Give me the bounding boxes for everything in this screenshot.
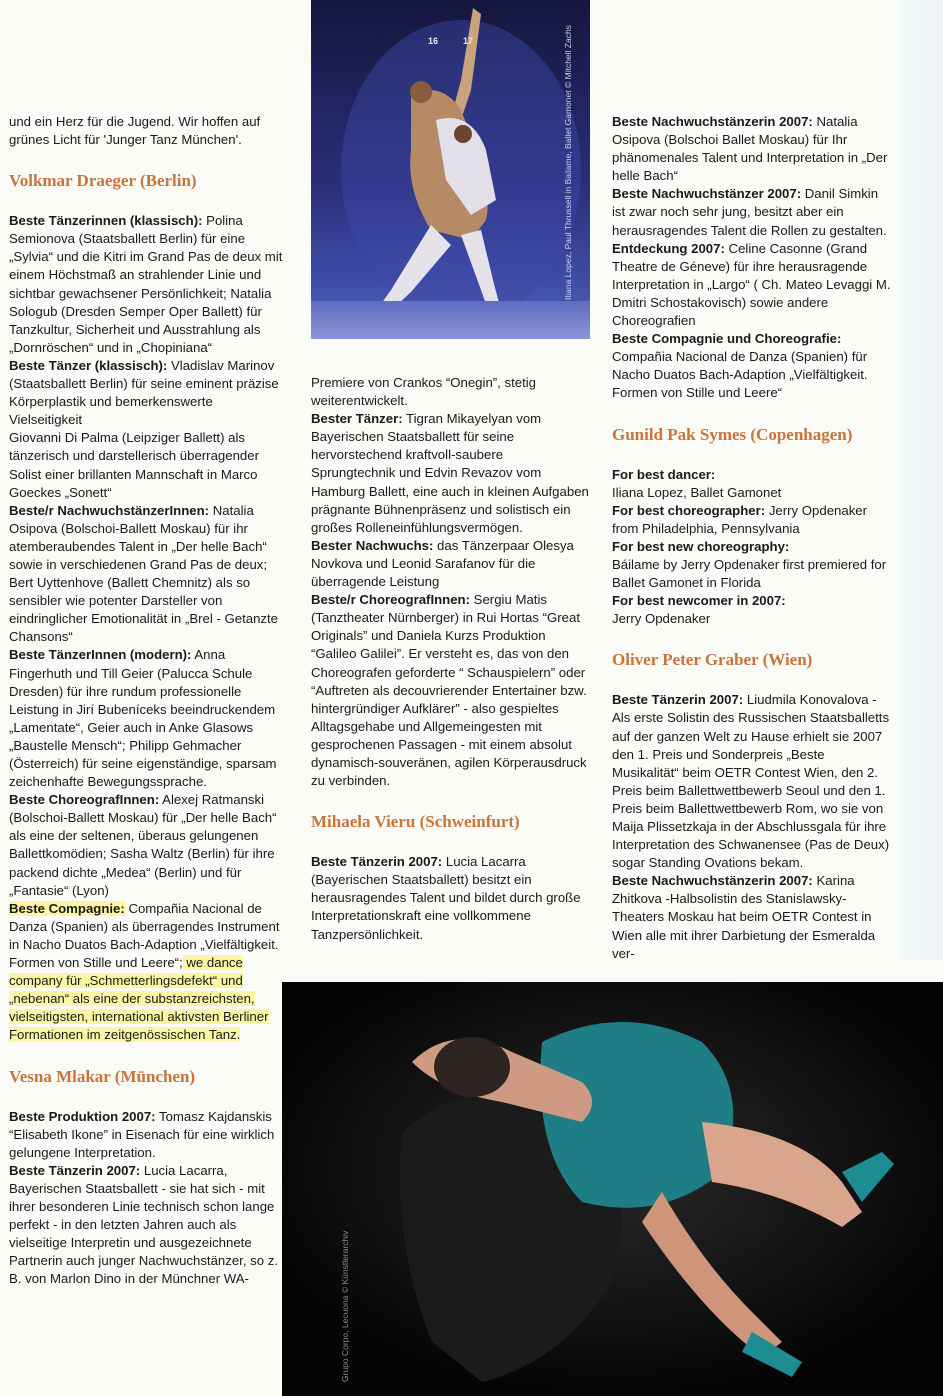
entry [612, 502, 892, 538]
page-number-right: 17 [463, 36, 474, 46]
right-text-column [612, 113, 892, 963]
entry-label: Beste/r ChoreografInnen: [311, 592, 471, 608]
entry-label: Beste TänzerInnen (modern): [9, 647, 192, 663]
entry [612, 466, 892, 484]
entry-label: Beste Tänzerinnen (klassisch): [9, 213, 203, 229]
bottom-dance-photo [282, 982, 943, 1396]
entry-text: Natalia Osipova (Bolschoi-Ballett Moskau) für ihr atemberaubendes Talent in „Der helle Bach“ sowie in verschiedenen Grand Pas de deux; Bert Uyttenhove (Ballett Chemnitz) als so sensibler wie potenter Darsteller von eindringlicher Emotionalität in „Brel - Getanzte Chansons“ [9, 502, 279, 645]
entry-label: For best dancer: [612, 466, 716, 482]
entry-label: For best new choreography: [612, 538, 790, 554]
entry-text: Jerry Opdenaker [612, 611, 711, 627]
entry-text: Karina Zhitkova -Halbsolistin des Stanislawsky-Theaters Moskau hat beim OETR Contest in Wien alle mit ihrer Darbietung der Esmeralda ver- [612, 873, 876, 961]
middle-intro: Premiere von Crankos “Onegin”, stetig weiterentwickelt. [311, 375, 537, 409]
entry [612, 592, 892, 610]
bottom-photo-credit: Grupo Corpo, Lecuona © Künstlerarchiv [340, 1230, 350, 1382]
heading-oliver-peter-graber: Oliver Peter Graber (Wien) [612, 650, 813, 670]
entry-label: Bester Nachwuchs: [311, 537, 434, 553]
entry [612, 691, 892, 872]
highlighted-text: we dance company für „Schmetterlingsdefekt“ und „nebenan“ als eine der substanzreichsten, vielseitigsten, international aktivsten Berliner Formationen im zeitgenössischen Tanz. [9, 955, 269, 1043]
entry-label: Beste ChoreografInnen: [9, 792, 160, 808]
entry [311, 537, 589, 591]
entry-label: Beste Nachwuchstänzerin 2007: [612, 873, 813, 889]
entry-text: Compañia Nacional de Danza (Spanien) als überragendes Instrument in Nacho Duatos Bach-Adaption „Vielfältigkeit. Formen von Stille und Leere“; [9, 900, 280, 971]
entry [9, 212, 288, 357]
entry [311, 591, 589, 790]
stage-floor [311, 301, 590, 339]
entry-text: Jerry Opdenaker from Philadelphia, Pennsylvania [612, 502, 868, 536]
entry [9, 1162, 288, 1289]
heading-volkmar-draeger: Volkmar Draeger (Berlin) [9, 171, 197, 191]
heading-mihaela-vieru: Mihaela Vieru (Schweinfurt) [311, 812, 520, 832]
entry-label: Beste Compagnie und Choreografie: [612, 331, 842, 347]
entry-text: Tomasz Kajdanskis “Elisabeth Ikone” in Eisenach für eine wirklich gelungene Interpretation. [9, 1108, 275, 1160]
entry [612, 538, 892, 556]
entry-text: Iliana Lopez, Ballet Gamonet [612, 484, 782, 500]
top-dance-photo [311, 0, 590, 339]
entry-compagnie [9, 900, 288, 1045]
entry-label: Beste Compagnie: [9, 900, 125, 916]
entry-text: Tigran Mikayelyan vom Bayerischen Staatsballett für seine hervorstechend kraftvoll-saubere Sprungtechnik und Edvin Revazov vom Hamburg Ballett, eine auch in kleinen Aufgaben prägnante Bühnenpräsenz und solistisch ein großes Rolleneinfühlungsvermögen. [311, 411, 589, 535]
entry [612, 113, 892, 185]
middle-text-column [311, 374, 589, 944]
entry-text: Liudmila Konovalova - Als erste Solistin des Russischen Staatsballetts auf der ganzen Welt zu Hause erhielt sie 2007 den 1. Preis und Sonderpreis „Beste Musikalität“ beim OETR Contest Wien, den 2. Preis beim Ballettwettbewerb Seoul und den 1. Preis beim Ballettwettbewerb Rom, wo sie von Maija Plissetzkaja in der Abschlussgala für ihre Interpretation des Schwanensee (Pas de Deux) sogar Standing Ovations bekam. [612, 692, 890, 871]
entry-label: For best choreographer: [612, 502, 766, 518]
entry-label: Beste Nachwuchstänzer 2007: [612, 186, 802, 202]
entry [9, 502, 288, 647]
entry-label: Beste Tänzerin 2007: [311, 854, 443, 870]
entry-label: Beste Nachwuchstänzerin 2007: [612, 114, 813, 129]
entry-text: Alexej Ratmanski (Bolschoi-Ballett Moskau) für „Der helle Bach“ als eine der seltenen, überaus gelungenen Ballettkomödien; Sasha Waltz (Berlin) für ihre packend dichte „Medea“ (Berlin) und für „Fantasie“ (Lyon) [9, 792, 277, 898]
left-intro: und ein Herz für die Jugend. Wir hoffen auf grünes Licht für 'Junger Tanz München'. [9, 114, 261, 148]
entry-text: das Tänzerpaar Olesya Novkova und Leonid Sarafanov für die überragende Leistung [311, 537, 574, 590]
entry [612, 610, 892, 628]
entry [9, 646, 288, 791]
entry-label: Beste/r NachwuchstänzerInnen: [9, 502, 210, 518]
entry-text: Vladislav Marinov (Staatsballett Berlin) für seine eminent präzise Körperplastik und bemerkenswerte Vielseitigkeit [9, 357, 279, 428]
entry [612, 240, 892, 330]
entry-text: Báilame by Jerry Opdenaker first premiered for Ballet Gamonet in Florida [612, 556, 887, 591]
entry [311, 853, 589, 943]
entry-text: Polina Semionova (Staatsballett Berlin) für eine „Sylvia“ und die Kitri im Grand Pas de deux mit einem Höchstmaß an strahlender Linie und sichtbar gewachsener Persönlichkeit; Natalia Sologub (Dresden Semper Oper Ballett) für Tanzkultur, Sicherheit und Ausstrahlung als „Dornröschen“ und in „Chopiniana“ [9, 213, 283, 355]
entry-text: Danil Simkin ist zwar noch sehr jung, besitzt aber ein herausragendes Talent die Rollen zu gestalten. [612, 186, 887, 238]
entry-label: Beste Tänzerin 2007: [612, 692, 744, 708]
entry-text: Compañia Nacional de Danza (Spanien) für Nacho Duatos Bach-Adaption „Vielfältigkeit. Formen von Stille und Leere“ [612, 349, 868, 401]
entry-text: Anna Fingerhuth und Till Geier (Palucca Schule Dresden) für ihre rundum professionelle Leistung in Jirí Bubeníceks beeindruckendem „Lamentate“, Geier auch in Anke Glasows „Baustelle Mensch“; Philipp Gehmacher (Österreich) für seine eigenständige, sparsam zeichenhafte Bewegungssprache. [9, 647, 277, 790]
entry [612, 484, 892, 502]
entry-text: Lucia Lacarra (Bayerischen Staatsballett) besitzt ein herausragendes Talent und bildet durch große Interpretationskraft eine vollkommene Tanzpersönlichkeit. [311, 854, 581, 942]
heading-gunild-pak-symes: Gunild Pak Symes (Copenhagen) [612, 424, 853, 444]
entry [612, 556, 892, 592]
left-text-column [9, 113, 288, 1288]
entry [612, 348, 892, 402]
entry-label: For best newcomer in 2007: [612, 593, 786, 609]
entry-label: Beste Produktion 2007: [9, 1108, 156, 1124]
entry [612, 330, 892, 348]
entry-label: Bester Tänzer: [311, 411, 403, 427]
page-edge-tint [900, 0, 943, 960]
entry [9, 429, 288, 501]
page-number-left: 16 [428, 36, 439, 46]
entry [311, 410, 589, 537]
entry-text: Sergiu Matis (Tanztheater Nürnberger) in Rui Hortas “Great Originals” und Daniela Kurzs Produktion “Galileo Galilei”. Er versteht es, das von den Choreografen geforderte “ Schauspielern” oder “Auftreten als decouvrierender Entertainer bzw. hintergründiger Aufklärer” - also gespieltes Alltagsgehabe und Allgemeingesten mit gesprochenen Passagen - mit einem absolut dynamisch-souveränen, agilen Körperausdruck zu verbinden. [311, 592, 587, 789]
entry-text: Giovanni Di Palma (Leipziger Ballett) als tänzerisch und darstellerisch überragender Solist einer brillanten Mannschaft in Marco Goeckes „Sonett“ [9, 430, 259, 500]
top-photo-credit: Iliana Lopez, Paul Thrussell in Bailame, Ballet Gamonet © Mitchell Zachs [563, 25, 573, 300]
entry-text: Lucia Lacarra, Bayerischen Staatsballett - sie hat sich - mit ihrer besonderen Linie technisch schon lange perfekt - in den letzten Jahren auch als vielseitige Interpretin und ausgezeichnete Partnerin auch junger Nachwuchstänzer, so z. B. von Marlon Dino in der Münchner WA- [9, 1162, 279, 1287]
entry [612, 872, 892, 962]
dancers-illustration-bottom [282, 982, 943, 1396]
entry [612, 185, 892, 239]
entry [9, 357, 288, 429]
heading-vesna-mlakar: Vesna Mlakar (München) [9, 1066, 196, 1086]
entry [9, 1108, 288, 1162]
entry-label: Beste Tänzer (klassisch): [9, 357, 168, 373]
entry-label: Entdeckung 2007: [612, 240, 725, 256]
entry-text: Celine Casonne (Grand Theatre de Géneve) für ihre herausragende Interpretation in „Largo“ ( Ch. Mateo Levaggi M. Dmitri Schostakovisch) sowie andere Choreografien [612, 240, 891, 329]
entry-text: Natalia Osipova (Bolschoi Ballet Moskau) für Ihr phänomenales Talent und Interpretation in „Der helle Bach“ [612, 114, 888, 184]
entry-label: Beste Tänzerin 2007: [9, 1162, 141, 1178]
dancers-illustration [311, 0, 590, 339]
entry [9, 791, 288, 900]
